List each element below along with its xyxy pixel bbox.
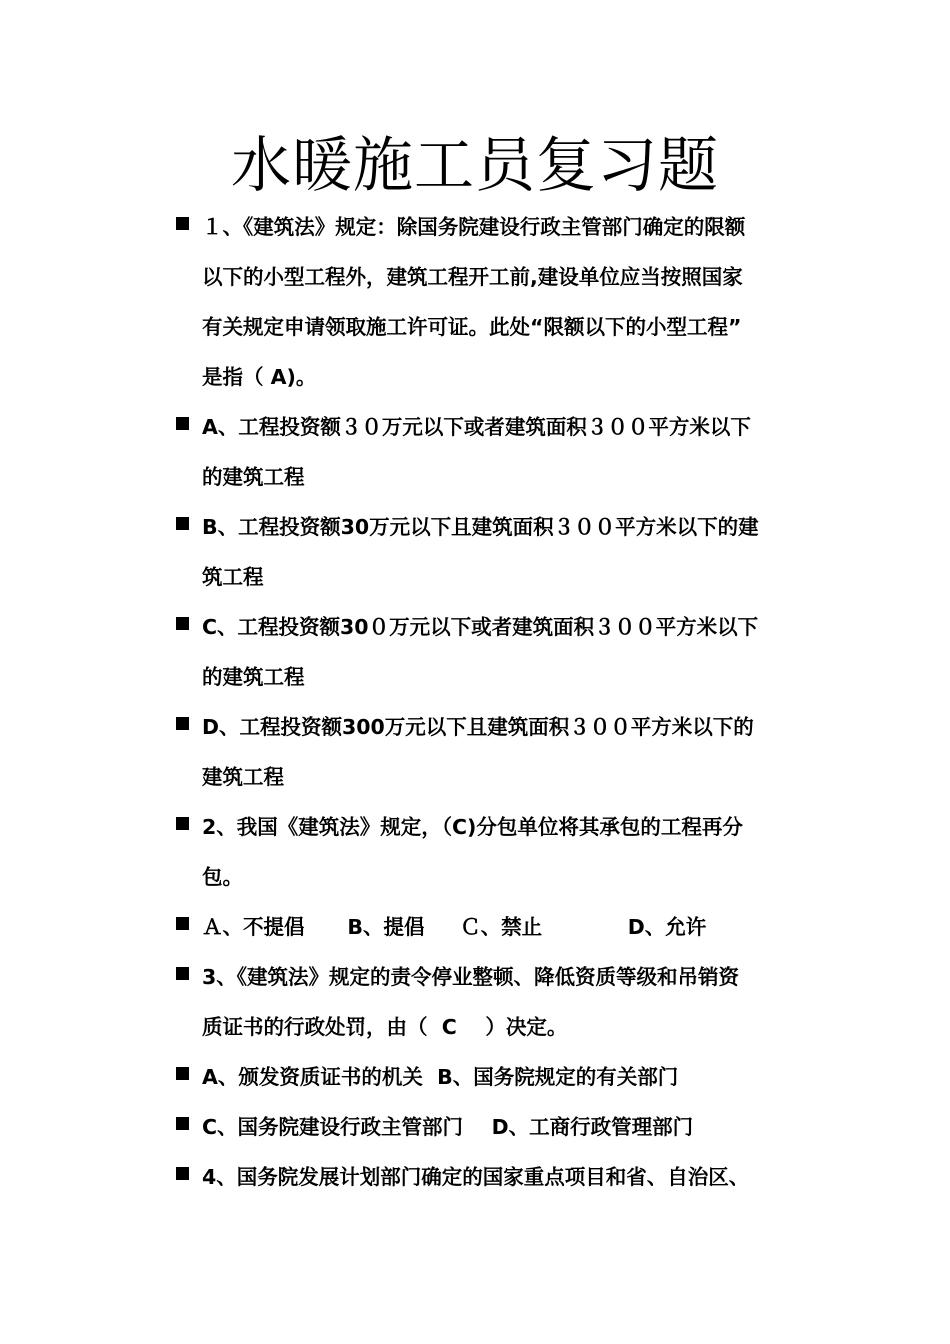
item-line: A、工程投资额３０万元以下或者建筑面积３００平方米以下 [202, 415, 751, 439]
list-item [172, 802, 812, 902]
item-line: C、国务院建设行政主管部门 D、工商行政管理部门 [202, 1115, 694, 1139]
list-item [172, 902, 812, 952]
list-item [172, 602, 812, 702]
list-item [172, 402, 812, 502]
square-bullet-icon [176, 717, 189, 730]
square-bullet-icon [176, 217, 189, 230]
list-item [172, 202, 812, 402]
item-line: 的建筑工程 [202, 665, 305, 689]
item-line: 3、《建筑法》规定的责令停业整顿、降低资质等级和吊销资 [202, 965, 740, 989]
square-bullet-icon [176, 517, 189, 530]
square-bullet-icon [176, 817, 189, 830]
item-line: 的建筑工程 [202, 465, 305, 489]
list-item [172, 952, 812, 1052]
item-line: A、颁发资质证书的机关 B、国务院规定的有关部门 [202, 1065, 679, 1089]
item-line: 4、国务院发展计划部门确定的国家重点项目和省、自治区、 [202, 1165, 750, 1189]
item-line: 质证书的行政处罚，由（ C ）决定。 [202, 1015, 568, 1039]
list-item [172, 502, 812, 602]
item-line: B、工程投资额30万元以下且建筑面积３００平方米以下的建 [202, 515, 759, 539]
document-title: 水暖施工员复习题 [231, 131, 719, 201]
item-line: 筑工程 [202, 565, 264, 589]
square-bullet-icon [176, 617, 189, 630]
item-line: 有关规定申请领取施工许可证。此处“限额以下的小型工程” [202, 315, 742, 339]
square-bullet-icon [176, 917, 189, 930]
list-item [172, 1152, 812, 1202]
item-line: C、工程投资额30０万元以下或者建筑面积３００平方米以下 [202, 615, 759, 639]
square-bullet-icon [176, 417, 189, 430]
item-line: 2、我国《建筑法》规定，（C)分包单位将其承包的工程再分 [202, 815, 743, 839]
item-line: 以下的小型工程外，建筑工程开工前,建设单位应当按照国家 [202, 265, 743, 289]
square-bullet-icon [176, 1167, 189, 1180]
item-line: 建筑工程 [202, 765, 284, 789]
item-line: Ａ、不提倡 B、提倡 Ｃ、禁止 D、允许 [202, 915, 707, 939]
square-bullet-icon [176, 1067, 189, 1080]
item-line: D、工程投资额300万元以下且建筑面积３００平方米以下的 [202, 715, 754, 739]
list-item [172, 702, 812, 802]
list-item [172, 1052, 812, 1102]
square-bullet-icon [176, 967, 189, 980]
list-item [172, 1102, 812, 1152]
question-list [172, 202, 812, 1202]
item-line: 包。 [202, 865, 243, 889]
square-bullet-icon [176, 1117, 189, 1130]
item-line: １、《建筑法》规定：除国务院建设行政主管部门确定的限额 [202, 215, 746, 239]
item-line: 是指（ A)。 [202, 365, 317, 389]
